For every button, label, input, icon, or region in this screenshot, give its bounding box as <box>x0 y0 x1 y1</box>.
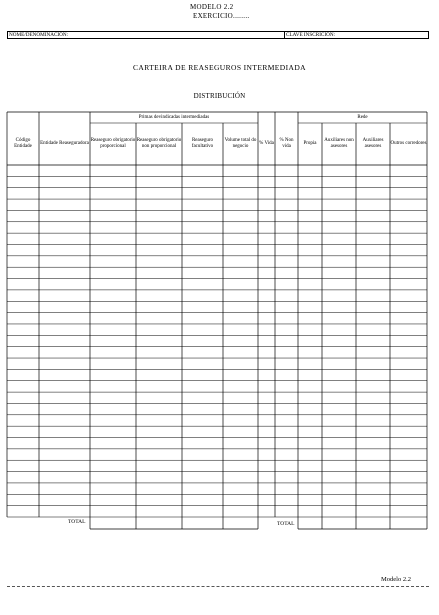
header-group-rede: Rede <box>357 114 368 120</box>
header-pct-non-vida: % Non vida <box>279 138 294 149</box>
name-field-label: NOME/DENOMINACIÓN: <box>9 32 69 38</box>
total-label-rede: TOTAL <box>277 521 295 527</box>
header-reaseguro-non-proporcional: Reaseguro obrigatorio non proporcional <box>136 138 182 149</box>
header-codigo-entidade: Código Entidade <box>14 138 32 149</box>
header-entidade-reaseguradora: Entidade Reaseguradora <box>40 141 89 146</box>
header-volume-total: Volume total do negocio <box>224 138 257 149</box>
header-reaseguro-proporcional: Reaseguro obrigatorio proporcional <box>90 138 136 149</box>
header-group-primas: Primas devindicadas intermediadas <box>138 114 210 120</box>
total-label-primas: TOTAL <box>68 519 86 525</box>
model-number: MODELO 2.2 <box>190 3 234 11</box>
header-auxiliares-asesores: Auxiliares asesores <box>362 138 384 149</box>
registration-key-label: CLAVE INSCRICIÓN: <box>286 32 336 38</box>
page-divider <box>7 586 429 587</box>
header-pct-vida: % Vida <box>259 141 274 146</box>
exercise-label: EXERCICIO........ <box>193 12 250 20</box>
header-propia: Propia <box>303 141 317 146</box>
footer-model-label: Modelo 2.2 <box>381 576 411 583</box>
document-title: CARTEIRA DE REASEGUROS INTERMEDIADA <box>133 63 306 72</box>
header-reaseguro-facultativo: Reaseguro facultativo <box>191 138 214 149</box>
header-auxiliares-non-asesores: Auxiliares non asesores <box>324 138 354 149</box>
header-outros-corredores: Outros corredores <box>390 141 427 146</box>
document-subtitle: DISTRIBUCIÓN <box>193 92 246 100</box>
